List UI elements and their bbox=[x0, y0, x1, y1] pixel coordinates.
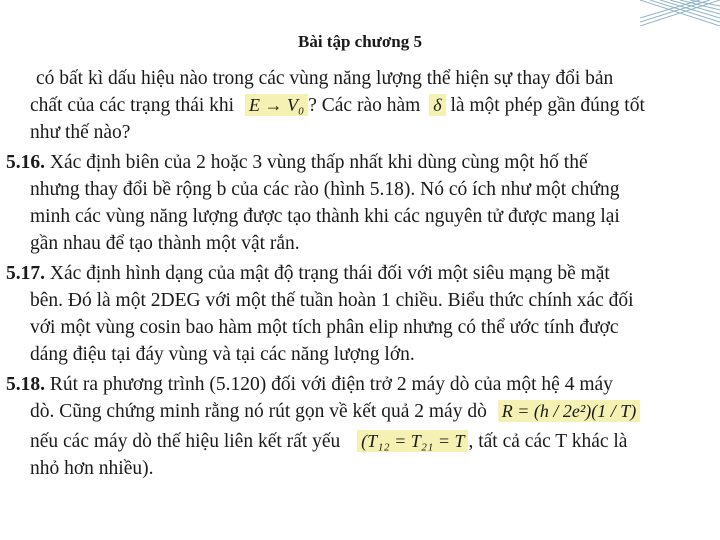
text-line bbox=[36, 64, 720, 93]
text-line bbox=[30, 175, 720, 204]
line-text: có bất kì dấu hiệu nào trong các vùng năng lượng thể hiện sự thay đổi bản bbox=[36, 68, 614, 89]
line-text: chất của các trạng thái khi bbox=[30, 95, 235, 116]
line-text: Xác định biên của 2 hoặc 3 vùng thấp nhất khi dùng cùng một hố thế bbox=[49, 152, 588, 173]
line-text: , tất cả các T khác là bbox=[468, 431, 628, 452]
exercise-5-18 bbox=[6, 370, 720, 399]
line-text: như thế nào? bbox=[30, 122, 131, 143]
line-text: Rút ra phương trình (5.120) đối với điện trở 2 máy dò của một hệ 4 máy bbox=[49, 374, 613, 395]
text-line bbox=[30, 454, 720, 483]
exercise-number: 5.18. bbox=[6, 374, 45, 395]
equation-resistance: R = (h / 2e²)(1 / T) bbox=[498, 400, 641, 422]
line-text: nếu các máy dò thế hiệu liên kết rất yếu bbox=[30, 431, 341, 452]
text-line bbox=[30, 91, 720, 120]
text-line bbox=[30, 229, 720, 258]
line-text: dò. Cũng chứng minh rằng nó rút gọn về kết quả 2 máy dò bbox=[30, 401, 487, 422]
line-text: bên. Đó là một 2DEG với một thế tuần hoàn 1 chiều. Biểu thức chính xác đối bbox=[30, 290, 634, 311]
exercise-number: 5.16. bbox=[6, 152, 45, 173]
exercise-number: 5.17. bbox=[6, 263, 45, 284]
line-text: gần nhau để tạo thành một vật rắn. bbox=[30, 233, 300, 254]
equation-transmission: (T₁₂ = T₂₁ = T bbox=[357, 430, 468, 452]
line-text: dáng điệu tại đáy vùng và tại các năng lượng lớn. bbox=[30, 344, 415, 365]
exercise-5-17 bbox=[6, 259, 720, 288]
text-line bbox=[30, 313, 720, 342]
line-text: nhỏ hơn nhiều). bbox=[30, 458, 154, 479]
text-line bbox=[30, 397, 720, 426]
line-text: Xác định hình dạng của mật độ trạng thái đối với một siêu mạng bề mặt bbox=[49, 263, 610, 284]
line-text: là một phép gần đúng tốt bbox=[450, 95, 645, 116]
text-line bbox=[30, 118, 720, 147]
line-text: nhưng thay đổi bề rộng b của các rào (hình 5.18). Nó có ích như một chứng bbox=[30, 179, 620, 200]
line-text: với một vùng cosin bao hàm một tích phân elip nhưng có thể ước tính được bbox=[30, 317, 619, 338]
equation-e-v0: E → V₀ bbox=[245, 94, 308, 116]
exercise-5-16 bbox=[6, 148, 720, 177]
line-text: minh các vùng năng lượng được tạo thành khi các nguyên tử được mang lại bbox=[30, 206, 620, 227]
text-line bbox=[30, 202, 720, 231]
page-title: Bài tập chương 5 bbox=[298, 32, 422, 51]
equation-delta: δ bbox=[429, 94, 445, 116]
text-line bbox=[30, 340, 720, 369]
text-line bbox=[30, 427, 720, 456]
line-text: ? Các rào hàm bbox=[308, 95, 421, 116]
corner-decoration bbox=[640, 0, 720, 26]
text-line bbox=[30, 286, 720, 315]
